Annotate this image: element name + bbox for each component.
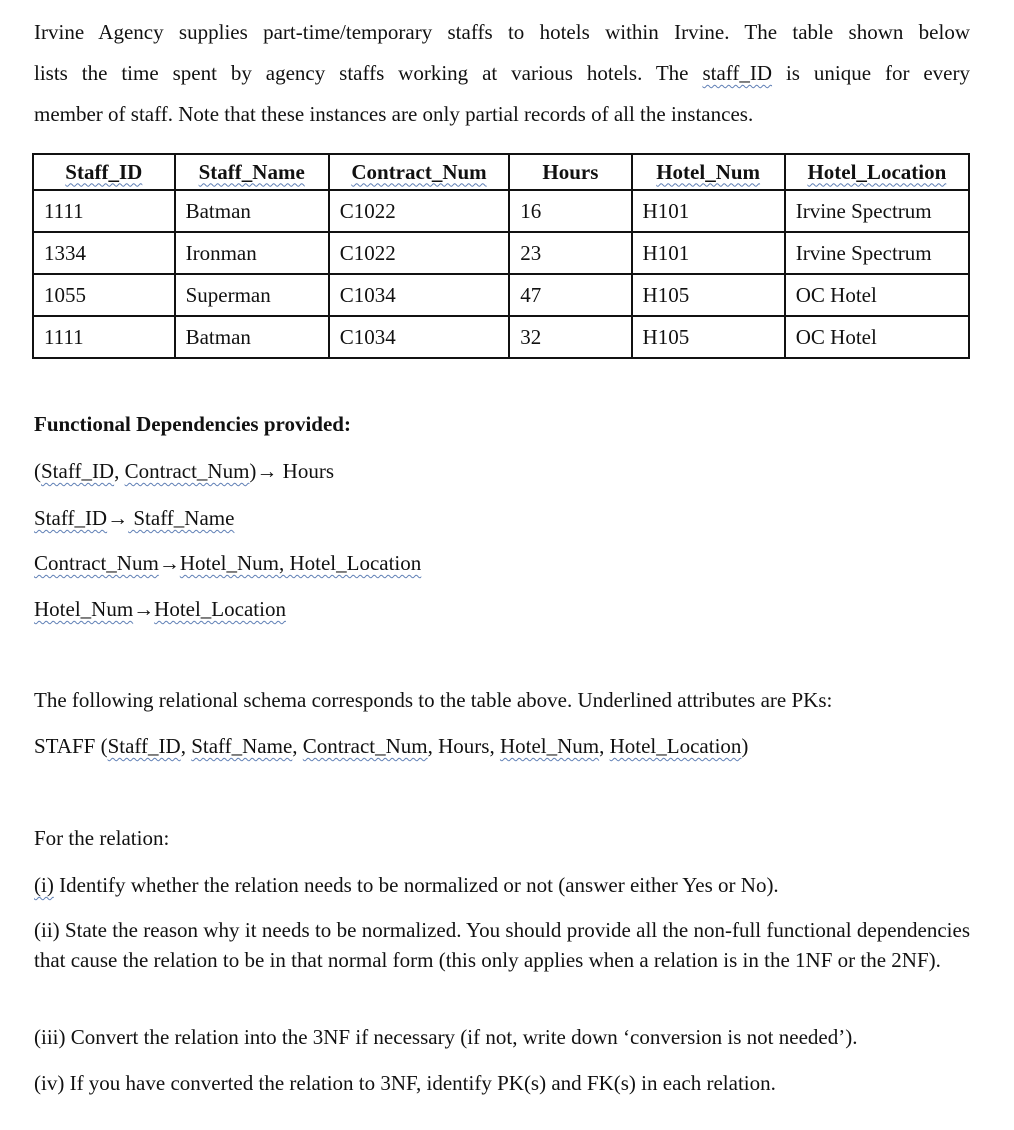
schema-attr-staff-name: Staff_Name: [191, 734, 293, 758]
fd-3-rhs: Hotel_Num, Hotel_Location: [179, 551, 422, 575]
schema-attr-hotel-location: Hotel_Location: [609, 734, 742, 758]
fd-2: [34, 506, 234, 531]
schema-attr-hotel-num: Hotel_Num: [499, 734, 600, 758]
header-hotel-location: Hotel_Location: [785, 154, 969, 190]
question-1-number: (i): [34, 873, 54, 897]
cell-hotel-num: H101: [632, 190, 785, 232]
cell-hours: 47: [509, 274, 631, 316]
cell-hotel-location: OC Hotel: [785, 274, 969, 316]
cell-hotel-location: Irvine Spectrum: [785, 190, 969, 232]
header-contract-num: Contract_Num: [329, 154, 509, 190]
schema-intro: The following relational schema corresponds to the table above. Underlined attributes are PKs:: [34, 688, 833, 712]
fd-4-attr-a: Hotel_Num: [34, 597, 134, 621]
cell-staff-name: Batman: [175, 190, 329, 232]
table-row: [33, 316, 969, 358]
intro-paragraph: [34, 12, 970, 135]
table-header-row: [33, 154, 969, 190]
fd-3-attr-a: Contract_Num: [34, 551, 159, 575]
cell-staff-id: 1111: [33, 190, 175, 232]
fd-4-rhs: Hotel_Location: [154, 597, 286, 621]
table-row: [33, 274, 969, 316]
header-hotel-num: Hotel_Num: [632, 154, 785, 190]
table-row: [33, 190, 969, 232]
cell-staff-id: 1111: [33, 316, 175, 358]
fd-1-rhs: Hours: [277, 459, 335, 483]
table-row: [33, 232, 969, 274]
cell-hours: 23: [509, 232, 631, 274]
arrow-icon: →: [256, 459, 278, 483]
cell-staff-name: Batman: [175, 316, 329, 358]
arrow-icon: →: [158, 551, 180, 575]
intro-line-2: [34, 53, 970, 94]
question-3: (iii) Convert the relation into the 3NF if necessary (if not, write down ‘conversion is not needed’).: [34, 1025, 858, 1049]
cell-hotel-num: H105: [632, 316, 785, 358]
fd-4: [34, 597, 286, 622]
questions-lead: For the relation:: [34, 826, 170, 850]
cell-hours: 32: [509, 316, 631, 358]
header-staff-id: Staff_ID: [33, 154, 175, 190]
cell-staff-name: Ironman: [175, 232, 329, 274]
intro-line-3: member of staff. Note that these instances are only partial records of all the instances.: [34, 102, 754, 126]
cell-staff-id: 1334: [33, 232, 175, 274]
fd-1-attr-b: Contract_Num: [124, 459, 250, 483]
header-staff-name: Staff_Name: [175, 154, 329, 190]
cell-staff-name: Superman: [175, 274, 329, 316]
fd-2-rhs: Staff_Name: [128, 506, 235, 530]
schema-attr-staff-id: Staff_ID: [107, 734, 181, 758]
cell-hotel-location: Irvine Spectrum: [785, 232, 969, 274]
intro-line-2-pre: lists the time spent by agency staffs working at various hotels. The: [34, 61, 689, 85]
cell-staff-id: 1055: [33, 274, 175, 316]
question-2: (ii) State the reason why it needs to be normalized. You should provide all the non-full functional dependencies that cause the relation to be in that normal form (this only applies when a relation is in the 1NF or the 2NF).: [34, 918, 970, 972]
cell-hotel-num: H101: [632, 232, 785, 274]
staff-table: [32, 153, 970, 359]
cell-hotel-location: OC Hotel: [785, 316, 969, 358]
cell-hours: 16: [509, 190, 631, 232]
fd-1: (Staff_ID, Contract_Num)→ Hours: [34, 459, 335, 483]
fd-2-attr-a: Staff_ID: [34, 506, 108, 530]
arrow-icon: →: [133, 597, 155, 621]
question-1: [34, 870, 970, 900]
question-1-text: Identify whether the relation needs to be normalized or not (answer either Yes or No).: [53, 873, 779, 897]
relational-schema: STAFF (Staff_ID, Staff_Name, Contract_Num, Hours, Hotel_Num, Hotel_Location): [34, 734, 749, 758]
cell-contract-num: C1022: [329, 232, 509, 274]
question-4: (iv) If you have converted the relation to 3NF, identify PK(s) and FK(s) in each relation.: [34, 1071, 776, 1095]
cell-contract-num: C1034: [329, 274, 509, 316]
cell-contract-num: C1034: [329, 316, 509, 358]
intro-line-2-post: is unique for every: [785, 61, 970, 85]
fd-heading: Functional Dependencies provided:: [34, 412, 351, 436]
header-hours: Hours: [509, 154, 631, 190]
cell-contract-num: C1022: [329, 190, 509, 232]
staff-id-term: staff_ID: [702, 61, 773, 85]
cell-hotel-num: H105: [632, 274, 785, 316]
schema-attr-contract-num: Contract_Num: [302, 734, 428, 758]
intro-line-1: Irvine Agency supplies part-time/temporary staffs to hotels within Irvine. The table shown below: [34, 20, 970, 44]
arrow-icon: →: [107, 506, 129, 530]
fd-3: [34, 551, 421, 576]
fd-1-attr-a: Staff_ID: [41, 459, 115, 483]
